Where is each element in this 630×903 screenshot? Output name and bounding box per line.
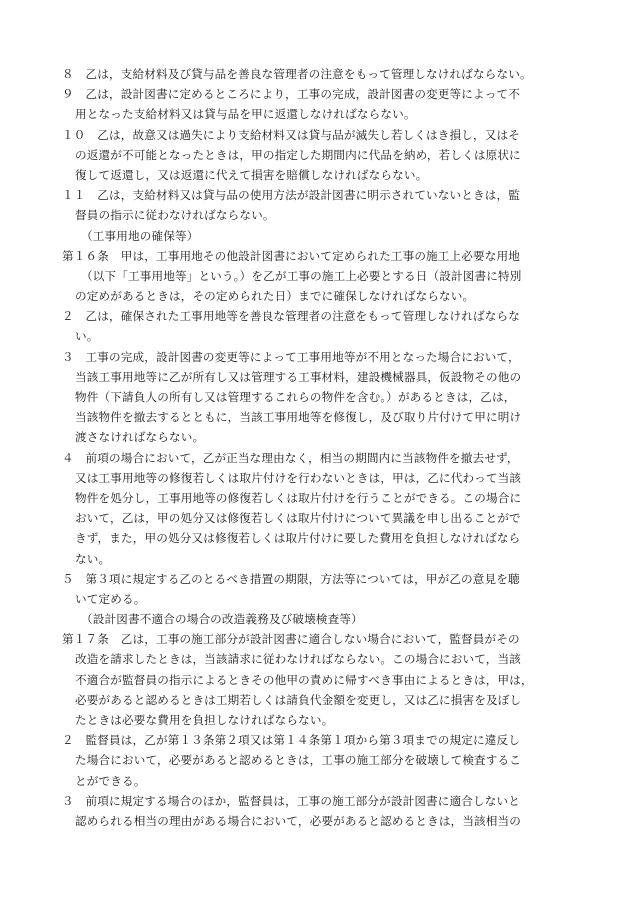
text-line-15: ３ 工事の完成，設計図書の変更等によって工事用地等が不用となった場合において， [62,349,520,364]
text-line-6: 復して返還し，又は返還に代えて損害を賠償しなければならない。 [75,167,428,182]
text-line-29: 第１７条 乙は，工事の施工部分が設計図書に適合しない場合において，監督員がその [62,632,520,647]
text-line-3: 用となった支給材料又は貸与品を甲に返還しなければならない。 [75,107,416,122]
text-line-33: たときは必要な費用を負担しなければならない。 [75,713,334,727]
text-line-10: 第１６条 甲は，工事用地その他設計図書において定められた工事の施工上必要な用地 [62,248,521,263]
text-line-38: 認められる相当の理由がある場合において，必要があると認めるときは，当該相当の [75,813,522,828]
text-line-12: の定めがあるときは，その定められた日）までに確保しなければならない。 [75,289,475,304]
text-line-16: 当該工事用地等に乙が所有し又は管理する工事材料，建設機械器具，仮設物その他の [75,369,522,384]
text-line-32: 必要があると認めるときは工期若しくは請負代金額を変更し，又は乙に損害を及ぼし [75,692,522,707]
section-heading-2: （設計図書不適合の場合の改造義務及び破壊検査等） [81,612,363,627]
text-line-30: 改造を請求したときは，当該請求に従わなければならない。この場合において，当該 [75,652,522,667]
text-line-17: 物件（下請負人の所有し又は管理するこれらの物件を含む。）があるときは，乙は， [75,390,516,404]
text-line-19: 渡さなければならない。 [75,430,205,445]
text-line-27: いて定める。 [75,591,146,606]
text-line-31: 不適合が監督員の指示によるときその他甲の責めに帰すべき事由によるときは，甲は， [75,672,533,687]
text-line-24: きず，また，甲の処分又は修復若しくは取片付けに要した費用を負担しなければなら [75,531,521,546]
text-line-37: ３ 前項に規定する場合のほか，監督員は，工事の施工部分が設計図書に適合しないと [62,793,521,808]
text-line-21: 又は工事用地等の修復若しくは取片付けを行わないときは，甲は，乙に代わって当該 [75,470,522,485]
text-line-26: ５ 第３項に規定する乙のとるべき措置の期限，方法等については，甲が乙の意見を聴 [62,571,520,586]
text-line-14: い。 [75,329,99,344]
text-line-5: の返還が不可能となったときは，甲の指定した期間内に代品を納め，若しくは原状に [75,147,521,162]
text-line-8: 督員の指示に従わなければならない。 [75,208,275,223]
text-line-4: １０ 乙は，故意又は過失により支給材料又は貸与品が滅失し若しくはき損し，又はそ [62,127,521,142]
text-line-23: おいて，乙は，甲の処分又は修復若しくは取片付けについて異議を申し出ることがで [75,511,521,526]
text-line-35: た場合において，必要があると認めるときは，工事の施工部分を破壊して検査するこ [75,753,522,768]
text-line-1: ８ 乙は，支給材料及び貸与品を善良な管理者の注意をもって管理しなければならない。 [62,67,532,81]
text-line-22: 物件を処分し，工事用地等の修復若しくは取片付けを行うことができる。この場合に [75,490,522,505]
text-line-34: ２ 監督員は，乙が第１３条第２項又は第１４条第１項から第３項までの規定に違反し [62,733,521,748]
text-line-20: ４ 前項の場合において，乙が正当な理由なく，相当の期間内に当該物件を撤去せず， [62,450,519,465]
section-heading-1: （工事用地の確保等） [81,228,199,243]
text-line-2: ９ 乙は，設計図書に定めるところにより，工事の完成，設計図書の変更等によって不 [62,87,521,102]
text-line-13: ２ 乙は，確保された工事用地等を善良な管理者の注意をもって管理しなければならな [62,309,521,324]
text-line-36: とができる。 [75,773,146,788]
text-line-11: （以下「工事用地等」という。）を乙が工事の施工上必要とする日（設計図書に特別 [81,268,522,283]
text-line-18: 当該物件を撤去するとともに，当該工事用地等を修復し，及び取り片付けて甲に明け [75,410,522,425]
text-line-25: ない。 [75,551,111,566]
text-line-7: １１ 乙は，支給材料又は貸与品の使用方法が設計図書に明示されていないときは，監 [62,188,521,203]
